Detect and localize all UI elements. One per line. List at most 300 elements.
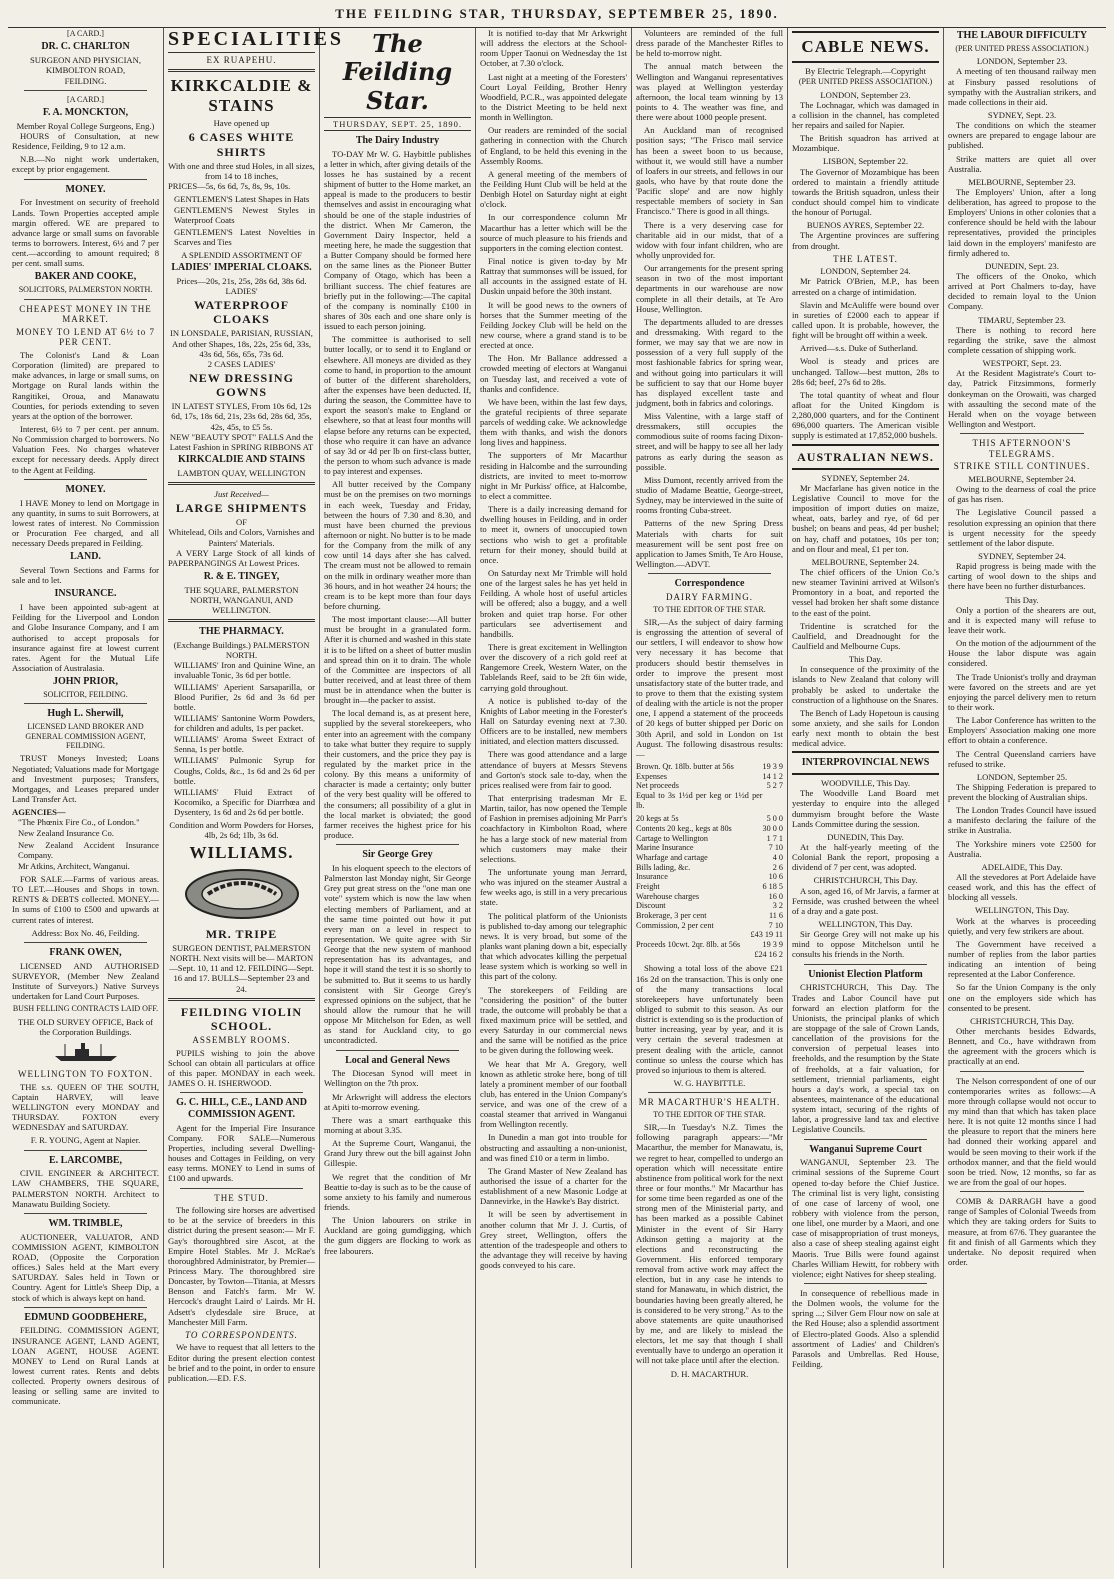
dateline: TIMARU, September 23. xyxy=(978,314,1066,325)
gents-list xyxy=(168,194,315,247)
article-text: We have to request that all letters to the Editor during the present election contest be brief and to the point, in order to ensure publication.—ED. F.S. xyxy=(168,1342,316,1383)
ad-heading: AGENCIES— xyxy=(12,807,66,818)
table-cell: 10 6 xyxy=(768,872,783,882)
news-item: The Governor of Mozambique has been ordered to maintain a friendly attitude towards the British squadron, unless their conduct should compel him to vindicate the honour of Portugal. xyxy=(792,166,939,218)
table-cell: 5 2 7 xyxy=(766,781,783,791)
letter-title: MR MACARTHUR'S HEALTH. xyxy=(638,1097,781,1108)
table-cell: 19 3 9 xyxy=(762,761,783,771)
table-cell xyxy=(636,950,748,960)
table-row xyxy=(636,930,783,940)
card-name: DR. C. CHARLTON xyxy=(41,41,130,53)
ad-line: LADIES' xyxy=(225,285,258,296)
news-item: We regret that the condition of Mr Beattie to-day is such as to be the cause of some anxiety to his family and numerous friends. xyxy=(324,1171,471,1212)
ad-name: THE PHARMACY. xyxy=(199,626,284,638)
divider xyxy=(960,1191,1084,1192)
column-5 xyxy=(632,28,788,1568)
news-item: It is notified to-day that Mr Arkwright will address the electors at the School-room Upper Taonui on Wednesday the 1st October, at 7.30 o'clock. xyxy=(480,28,627,69)
card-moncton xyxy=(12,95,159,175)
table-cell: Insurance xyxy=(636,872,668,882)
ad-name: G. C. HILL, C.E., LAND AND COMMISSION AGENT. xyxy=(176,1097,307,1120)
news-item: Tridentine is scratched for the Caulfield, and Dreadnought for the Caulfield and Melbourne Cups. xyxy=(792,620,939,651)
divider xyxy=(24,90,147,91)
ad-text: COMB & DARRAGH have a good range of Samples of Colonial Tweeds from which they are taking orders for Suits to measure, at from 67/6. They guarantee the fit and finish of all Garments which they undertake. No deposit required when order. xyxy=(948,1196,1096,1267)
table-row xyxy=(636,791,783,810)
ad-line: IN LONSDALE, PARISIAN, RUSSIAN, And other Shapes, 18s, 22s, 25s 6d, 33s, 43s 6d, 56s, 65s, 73s 6d. xyxy=(170,328,313,359)
dateline: BUENOS AYRES, September 22. xyxy=(806,220,925,231)
ad-line: SURGEON DENTIST, PALMERSTON NORTH. Next visits will be— MARTON—Sept. 10, 11 and 12. FEILDING—Sept. 16 and 17. BULLS—September 23 and 24. xyxy=(169,942,314,994)
table-cell: Freight xyxy=(636,882,660,892)
news-item: The British squadron has arrived at Mozambique. xyxy=(792,133,939,154)
ad-name: WM. TRIMBLE, xyxy=(48,1217,123,1229)
news-item: Other merchants besides Edwards, Bennett, and Co., have withdrawn from the agreement with the grocers which is practically at an end. xyxy=(948,1026,1096,1067)
list-item: New Zealand Insurance Co. xyxy=(18,828,114,839)
table-cell: 3 2 xyxy=(772,901,783,911)
news-item: Strike matters are quiet all over Australia. xyxy=(948,153,1096,174)
ad-text: Interest, 6½ to 7 per cent. per annum. No Commission charged to borrowers. No Valuation Fees. No charges whatever except for necessary deeds. Apply direct to the Agent at Feilding. xyxy=(12,424,159,475)
article-paragraph: The committee is authorised to sell butter locally, or to send it to England or elsewhere. All moneys are divided as they come to hand, in proportion to the amount of butter of the different shareholders, after the expenses have been deducted. If, during the season, the Committee have to export the season's make to England or elsewhere, so that at least four months will elapse before any returns can be expected, those who require it can have an advance of say 3d or 4d per lb on first-class butter, the person to whom such advance is made to pay interest and expenses. xyxy=(324,334,472,477)
table-cell: 19 3 9 xyxy=(762,940,783,950)
ad-name: JOHN PRIOR, xyxy=(53,676,118,688)
news-item: In Dunedin a man got into trouble for obstructing and assaulting a non-unionist, and was fined £10 or a term in limbo. xyxy=(480,1132,627,1163)
table-row xyxy=(636,882,783,892)
news-item: Rapid progress is being made with the carting of wool down to the ships and there have been no further disturbances. xyxy=(948,561,1096,592)
ad-heading: MONEY. xyxy=(65,483,106,495)
news-item: The Lochnagar, which was damaged in a collision in the channel, has completed her repairs and sailed for Napier. xyxy=(792,99,939,131)
ad-text: AUCTIONEER, VALUATOR, AND COMMISSION AGENT, KIMBOLTON ROAD, (Opposite the Corporation offices.) Sales held at the Mart every SATURDAY. Sales held in Town or Country. Agent for Little's Sheep Dip, a stock of which is always kept on hand. xyxy=(12,1231,159,1303)
news-item: Only a portion of the shearers are out, and it is expected many will refuse to leave their work. xyxy=(948,604,1096,635)
table-cell: 6 18 5 xyxy=(762,882,783,892)
news-item: Miss Dumont, recently arrived from the studio of Madame Beattie, George-street, Sydney, may be interviewed in the suite of rooms fronting Cuba-street. xyxy=(636,474,783,516)
news-item: Patterns of the new Spring Dress Materials with charts for suit measurement will be sent post free on application to James Smith, Te Aro House, Wellington.—ADVT. xyxy=(636,518,783,570)
news-item: Miss Valentine, with a large staff of dressmakers, still occupies the commodious suite of rooms facing Dixon-street, and will be happy to see all her lady patrons as early during the season as possible. xyxy=(636,411,784,472)
ad-heading: LADIES' IMPERIAL CLOAKS. xyxy=(171,262,312,274)
cable-header xyxy=(792,31,939,63)
ad-name: FEILDING VIOLIN SCHOOL. xyxy=(180,1004,303,1033)
section-heading: THE STUD. xyxy=(214,1192,269,1203)
dateline: LISBON, September 22. xyxy=(823,156,908,167)
column-2 xyxy=(164,28,345,1568)
card-name: F. A. MONCKTON, xyxy=(42,107,129,119)
section-heading: TO CORRESPONDENTS. xyxy=(185,1329,298,1340)
ad-heading: LAND. xyxy=(70,551,101,563)
dateline: This Day. xyxy=(1005,594,1039,605)
news-item: The Trade Unionist's trolly and drayman were favored on the streets and are yet enjoying the parcel delivery men to return to their work. xyxy=(948,671,1096,712)
news-item: It will be seen by advertisement in another column that Mr J. J. Curtis, of Grey street, Wellington, offers the attention of the tradespeople and others to the advantage they will receive by having goods conveyed to his care. xyxy=(480,1209,627,1271)
article-text: The following sire horses are advertised to be at the service of breeders in this district during the present season:— Mr F. Gay's thoroughbred sire Ascot, at the Empire Hotel Stables. Mr J. McRae's thoroughbred Administrator, by Premier—Princess Mary. The thoroughbred sire Doncaster, by Towton—Titania, at Messrs Benson and Fatch's farm. Mr W. Hercock's draught Laird o' Lairds. Mr H. Adsett's clydesdale sire Bruce, at Manchester Mill Farm. xyxy=(168,1205,315,1327)
divider xyxy=(24,703,147,704)
news-item: There is a very deserving case for charitable aid in our midst, that of a widow with four infant children, who are wholly unprovided for. xyxy=(636,219,783,260)
ad-name: MR. TRIPE xyxy=(205,926,278,941)
news-item: The Diocesan Synod will meet in Wellington on the 7th prox. xyxy=(324,1068,471,1089)
section-heading: CABLE NEWS. xyxy=(801,37,930,56)
issue-date: THURSDAY, SEPT. 25, 1890. xyxy=(324,117,471,131)
list-item: GENTLEMEN'S Latest Shapes in Hats xyxy=(174,194,310,205)
table-cell: 7 10 xyxy=(768,843,783,853)
news-item: There is a daily increasing demand for dwelling houses in Feilding, and in order to meet it, owners of unoccupied town sections who wish to get a profitable return for their money, should build at once. xyxy=(480,504,627,565)
news-item: At the half-yearly meeting of the Colonial Bank the report, proposing a dividend of 7 per cent, was adopted. xyxy=(792,842,939,873)
news-item: A son, aged 16, of Mr Jarvis, a farmer at Fernside, was crushed between the wheel of a dray and a gate post. xyxy=(792,885,939,916)
ad-text: LICENSED AND AUTHORISED SURVEYOR, (Member New Zealand Institute of Surveyors.) Native Surveys undertaken for Land Court Purposes. xyxy=(12,960,159,1002)
dateline: CHRISTCHURCH, This Day. xyxy=(970,1015,1074,1026)
table-cell: Expenses xyxy=(636,771,667,781)
table-row xyxy=(636,901,783,911)
letter-text: Showing a total loss of the above £21 16s 2d on the transaction. This is only one of the many transactions local storekeepers have unfortunately been obliged to submit to this season. As our district is extending so is the production of butter increasing, year by year, and it is very certain the several tradesmen at present dealing with the article, cannot continue so unless the course which has proved so injurious to them is altered. xyxy=(636,963,783,1075)
table-row xyxy=(636,843,783,853)
cost-table xyxy=(636,814,783,959)
ad-name: EDMUND GOODBEHERE, xyxy=(24,1311,147,1323)
news-item: So far the Union Company is the only one on the employers side which has consented to be present. xyxy=(948,982,1096,1013)
ad-text: I have been appointed sub-agent at Feilding for the Liverpool and London and Globe Insurance Company, and I am authorised to accept proposals for insurance against fire at lowest current rates. Agent for the Mutual Life Association of Australasia. xyxy=(12,602,159,673)
list-item: WILLIAMS' Aperient Sarsaparilla, or Blood Purifier, 2s 6d and 3s 6d per bottle. xyxy=(174,681,315,712)
ad-line: THE OLD SURVEY OFFICE, Back of the Corporation Buildings. xyxy=(17,1016,154,1037)
dateline: LONDON, September 23. xyxy=(820,89,911,100)
ad-text: A VERY Large Stock of all kinds of PAPERPANGINGS At Lowest Prices. xyxy=(168,547,315,568)
letter-signature: W. G. HAYBITTLE. xyxy=(673,1077,746,1088)
table-cell: Net proceeds xyxy=(636,781,679,791)
news-item: The storekeepers of Feilding are "considering the position" of the butter trade, the outcome will probably be that a fixed maximum price will be settled, and every Saturday in our commercial news and the same will be notified as the price to be given during the following week. xyxy=(480,984,627,1056)
card-label: [A CARD.] xyxy=(67,94,104,104)
news-item: In consequence of the proximity of the islands to New Zealand that colony will probably be asked to undertake the construction of a lighthouse on the Snares. xyxy=(792,664,939,705)
news-item: There is great excitement in Wellington over the discovery of a rich gold reef at Rangemore Creek, Western Water, on the Tablelands Reef, said to be 2ft 6in wide, carrying gold throughout. xyxy=(480,642,627,693)
table-cell: 1 7 1 xyxy=(766,833,783,843)
news-item: The departments alluded to are dresses and dressmaking. With regard to the former, we may say that we are now in possession of a very full supply of the most fashionable fabrics for spring wear, and without going into particulars it will be sufficient to say that our Home buyer has displayed excellent taste and judgment, both in fabrics and colorings. xyxy=(636,316,783,408)
news-item: We have been, within the last few days, the grateful recipients of three separate parcels of wedding cake. We acknowledge them with thanks, and wish the donors long lives and happiness. xyxy=(480,396,627,448)
ad-banner: SPECIALITIES xyxy=(168,28,315,53)
table-cell: 11 6 xyxy=(768,911,783,921)
divider xyxy=(648,573,771,574)
wire-source: (PER UNITED PRESS ASSOCIATION.) xyxy=(955,43,1089,53)
table-row xyxy=(636,824,783,834)
table-cell: 2 6 xyxy=(772,862,783,872)
letter-salutation: TO THE EDITOR OF THE STAR. xyxy=(653,604,766,614)
divider xyxy=(24,942,147,943)
letter-text: SIR,—As the subject of dairy farming is engrossing the attention of several of our settlers, I will endeavor to show how very necessary it has become that producers should bestir themselves in order to improve the present most unsatisfactory state of the butter trade, and to prove to them that the existing system of dealing with the article is not the proper one, I append a statement of the proceeds of 20 kegs of butter shipped per Doric on 30th April, and sold in London on 1st August. The following disastrous results:— xyxy=(636,617,783,759)
steamer-icon xyxy=(12,1041,159,1065)
divider xyxy=(180,1188,303,1189)
article-heading: Wanganui Supreme Court xyxy=(809,1143,922,1155)
table-row xyxy=(636,762,783,772)
ad-line: A SPLENDID ASSORTMENT OF xyxy=(181,249,302,260)
wire-credit: By Electric Telegraph.—Copyright xyxy=(805,66,926,77)
divider xyxy=(168,482,315,485)
dateline: LONDON, September 23. xyxy=(976,56,1068,67)
ad-text: CIVIL ENGINEER & ARCHITECT. LAW CHAMBERS, THE SQUARE, PALMERSTON NORTH. Architect to Manawatu Building Society. xyxy=(12,1168,159,1209)
news-item: It will be good news to the owners of horses that the Summer meeting of the Feilding Jockey Club will be held on the new course, where a grand stand is to be erected at once. xyxy=(480,299,627,351)
news-item: The Shipping Federation is prepared to prevent the blocking of Australian ships. xyxy=(948,781,1096,803)
column-6 xyxy=(788,28,944,1568)
dateline: DUNEDIN, Sept. 23. xyxy=(985,260,1059,271)
dateline: MELBOURNE, September 23. xyxy=(968,176,1076,187)
ad-heading: WELLINGTON TO FOXTON. xyxy=(17,1069,154,1080)
card-charlton xyxy=(12,29,159,86)
ad-text: FOR SALE.—Farms of various areas. TO LET.—Houses and Shops in town. RENTS & DEBTS collected. MONEY.—In sums of £100 to £500 and upwards at current rates of interest. xyxy=(12,873,159,925)
ad-line: Whitelead, Oils and Colors, Varnishes and Painters' Materials. xyxy=(168,527,315,548)
divider xyxy=(336,1050,459,1051)
table-row xyxy=(636,834,783,844)
news-item: The Government have received a number of replies from the labor parties indicating an intention of being represented at the Labor Conference. xyxy=(948,938,1096,980)
table-cell: 7 10 xyxy=(768,920,783,930)
article-paragraph: The most important clause:—All butter must be brought in a granulated form. After it is churned and washed in this state it is to be lifted on a sheet of butter muslin and spread thin on it to drain. The whole of the Committee are inspectors of all butter received, and at least three of them must be in attendance when the butter is brought in—the packer to assist. xyxy=(324,614,471,706)
article-paragraph: In his eloquent speech to the electors of Palmerston last Monday night, Sir George Grey put great stress on the "one man one vote" system which is now the law when electing members of Parliament, and at the same time pointed out how it put every man on a level in respect to representation. We quite agree with Sir George that the new system of manhood representation has its advantages, and hope it will stand the test it is so shortly to be submitted to. But it seems to us hardly consistent with Sir George Grey's expressed opinions on the subject, that he should allow the rumour that he will oppose Mr Mitchelson for Eden, as well as stand for Auckland city, to go uncontradicted. xyxy=(324,862,471,1046)
article-heading: Unionist Election Platform xyxy=(808,968,923,980)
account-table xyxy=(636,762,783,810)
news-item: A meeting of ten thousand railway men at Finsbury passed resolutions of sympathy with the Australian strikers, and made collections in their aid. xyxy=(948,66,1096,107)
table-row xyxy=(636,863,783,873)
news-item: Last night at a meeting of the Foresters' Court Loyal Feilding, Brother Henry Woodfield, P.C.R., was appointed delegate to the District Meeting to be held next month in Wellington. xyxy=(480,71,627,123)
table-row xyxy=(636,940,783,950)
agencies-list xyxy=(12,817,159,871)
dateline: DUNEDIN, This Day. xyxy=(827,831,904,842)
dateline: MELBOURNE, September 24. xyxy=(811,556,920,567)
divider xyxy=(960,433,1084,434)
article-paragraph: TO-DAY Mr W. G. Haybittle publishes a letter in which, after giving details of the losses he has sustained by a recent shipment of butter to the Home market, an appeal is made to the producers to bestir themselves and assist in encouraging what should be one of the staple industries of the district. When Mr Cameron, the Government Dairy Inspector, held a meeting here, he made the suggestion that a Butter Company should be formed here on the same lines as the Pioneer Butter Company of Otago, which has been a brilliant success. The chief features are briefly put in the following:—The capital of the company is nominally £100 in shares of 30s each and one share only is issued to each person joining. xyxy=(324,148,471,332)
table-row xyxy=(636,781,783,791)
ad-text: Several Town Sections and Farms for sale and to let. xyxy=(12,565,159,586)
ad-text: PRICES—5s, 6s 6d, 7s, 8s, 9s, 10s. xyxy=(168,181,291,192)
column-4 xyxy=(476,28,632,1568)
letter-title: DAIRY FARMING. xyxy=(665,591,753,602)
dateline: ADELAIDE, This Day. xyxy=(981,861,1063,872)
divider xyxy=(804,964,927,965)
news-item: That enterprising tradesman Mr E. Martin, tailor, has now opened the Temple of Fashion in premises adjoining Mr Parr's coachfactory in Kimbolton Road, where he has a large stock of new material from which customers may make their selections. xyxy=(480,792,627,864)
news-item: The unfortunate young man Jerrard, who was injured on the steamer Austral a few weeks ago, is still in a very precarious state. xyxy=(480,866,627,908)
news-item: There is nothing to record here regarding the strike, save the almost complete cessation of shipping work. xyxy=(948,324,1096,356)
section-heading: INTERPROVINCIAL NEWS xyxy=(801,757,930,769)
column-3 xyxy=(320,28,476,1568)
news-item: A general meeting of the members of the Feilding Hunt Club will be held at the Denbigh Hotel on Saturday night at eight o'clock. xyxy=(480,168,627,210)
list-item: WILLIAMS' Aroma Sweet Extract of Senna, 1s per bottle. xyxy=(174,734,315,755)
news-item: Mr Macfarlane has given notice in the Legislative Council to move for the imposition of import duties on maize, wheat, oats, barley and rye, of 6d per bushel; on beans and peas, 4d per bushel; on hay, chaff and potatoes, 10s per ton; and on flour and meal, £1 per ton. xyxy=(792,482,939,554)
news-item: The London Trades Council have issued a manifesto declaring the failure of the strike in Australia. xyxy=(948,805,1096,836)
table-cell: Commission, 2 per cent xyxy=(636,920,714,930)
card-line: SURGEON AND PHYSICIAN, xyxy=(29,55,141,66)
ad-text: FEILDING. COMMISSION AGENT, INSURANCE AGENT, LAND AGENT, LOAN AGENT, HOUSE AGENT. MONEY to Lend on Rural Lands at lowest current rates. Rents and debts collected. Property owners desirous of leasing or selling same are invited to communicate. xyxy=(12,1325,159,1407)
list-item: New Zealand Accident Insurance Company. xyxy=(18,839,159,860)
dateline: WELLINGTON, This Day. xyxy=(974,905,1070,916)
news-item: On Saturday next Mr Trimble will hold one of the largest sales he has yet held in Feilding. A whole host of useful articles will be offered; also a buggy, and a well broken and quiet trap horse. For other particulars see advertisement and handbills. xyxy=(480,568,627,639)
divider xyxy=(24,1150,147,1151)
table-row xyxy=(636,853,783,863)
news-item: The Labor Conference has written to the Employers' Association making one more effort to obtain a conference. xyxy=(948,715,1096,746)
news-item: The annual match between the Wellington and Wanganui representatives was played at Wellington yesterday afternoon, the local team winning by 13 points to 4. The weather was fine, and there were about 1000 people present. xyxy=(636,61,783,123)
list-item: WILLIAMS' Pulmonic Syrup for Coughs, Colds, &c., 1s 6d and 2s 6d per bottle. xyxy=(174,755,315,786)
ad-text: For Investment on security of freehold Lands. Town Properties accepted ample margin offered. WE are prepared to advance large or small sums on favorable terms to borrowers. Interest, 6½ and 7 per cent.—according to amount required; 8 per cent. small sums. xyxy=(12,197,159,269)
ad-line: Condition and Worm Powders for Horses, 4lb, 2s 6d; 1lb, 3s 6d. xyxy=(169,820,314,841)
table-cell: 5 0 0 xyxy=(766,814,783,824)
news-item: The chief officers of the Union Co.'s new steamer Tavinini arrived at Wilson's Promontory in a boat, and reported the vessel had broken her shaft some distance to the east of the point. xyxy=(792,567,939,618)
news-item: Wool is steady and prices are unchanged. Tallow—best mutton, 28s to 28s 6d; beef, 27s 6d to 28s. xyxy=(792,356,939,387)
dateline: WESTPORT, Sept. 23. xyxy=(982,358,1062,369)
section-heading: THIS AFTERNOON'S TELEGRAMS. xyxy=(972,438,1072,459)
news-item: The Yorkshire miners vote £2500 for Australia. xyxy=(948,838,1096,859)
divider xyxy=(24,299,147,300)
ad-text: PUPILS wishing to join the above School can obtain all particulars at office of this paper. MONDAY in each week. JAMES O. H. ISHERWOOD. xyxy=(168,1047,315,1088)
news-item: There was good attendance and a large attendance of buyers at Messrs Stevens and Gorton's stock sale to-day, when the prices realised were from fair to good. xyxy=(480,749,627,790)
section-heading: AUSTRALIAN NEWS. xyxy=(797,449,934,464)
ad-address: Address: Box No. 46, Feilding. xyxy=(31,927,140,938)
table-cell: Equal to 3s 1½d per keg or 1½d per lb. xyxy=(636,791,763,810)
ad-sub: SOLICITOR, FEILDING. xyxy=(43,689,128,699)
ad-name: FRANK OWEN, xyxy=(49,946,122,958)
ad-name: KIRKCALDIE AND STAINS xyxy=(177,453,306,465)
ad-line: Prices—20s, 21s, 25s, 28s 6d, 38s 6d. xyxy=(176,275,307,286)
news-item: Mr Arkwright will address the electors at Apiti to-morrow evening. xyxy=(324,1091,471,1112)
article-text: The Nelson correspondent of one of our contemporaries writes as follows:—A more through collapse would not occur to my mind than that which has taken place here. It is not quite 12 months since I had the pleasure to report that the miners here had donned their working apparel and would be seen moving to their work if the orthodox manner, and that the field would soon be tried. Now, 12 months, so far as we are from the goal of our hopes. xyxy=(948,1075,1096,1187)
ad-line: Have opened up xyxy=(213,118,270,129)
news-item: The Employers' Union, after a long deliberation, has agreed to propose to the Employers' Unions in other colonies that a conference should be held with the labour representatives, provided the principles laid down in the employers' manifesto are firmly adhered to. xyxy=(948,186,1096,258)
article-paragraph: All butter received by the Company must be on the premises on two mornings in each week, Tuesday and Friday, between the hours of 7.30 and 8.30, and must have been churned the previous afternoon or night. No butter is to be made for the Company from the milk of any cow until 14 days after she has calved. The cream must not be allowed to remain on the milk in ordinary weather more than 36 hours, and in hot weather 24 hours; the cream is to be kept more than four days before churning. xyxy=(324,479,471,611)
ad-line: 2 CASES LADIES' xyxy=(207,358,276,369)
table-cell: Proceeds 10cwt. 2qr. 8lb. at 56s xyxy=(636,940,741,950)
table-row xyxy=(636,950,783,960)
article-heading: Sir George Grey xyxy=(362,849,433,861)
list-item: WILLIAMS' Iron and Quinine Wine, an invaluable Tonic, 3s 6d per bottle. xyxy=(174,660,315,681)
table-cell: Bills lading, &c. xyxy=(636,862,691,872)
news-item: An Auckland man of recognised position says; "The Frisco mail service has been a sweet boon to us because, without it, we would still have a number of loafers in our streets, and fellows in our gaols, who have by that route done the 'Pacific slope' and are now highly respectable members of society in San Francisco." There is good in all things. xyxy=(636,125,783,217)
news-item: The officers of the Onoko, which arrived at Port Chalmers to-day, have decided to remain loyal to the Union Company. xyxy=(948,271,1096,312)
news-item: A notice is published to-day of the Knights of Labor meeting in the Forester's Hall on Saturday evening next at 7.30. Officers are to be installed, new members initiated, and election matters discussed. xyxy=(480,695,627,747)
news-item: Arrived—s.s. Duke of Sutherland. xyxy=(800,343,918,354)
divider xyxy=(24,1307,147,1308)
table-cell: Marine Insurance xyxy=(636,843,694,853)
dateline: MELBOURNE, September 24. xyxy=(968,473,1076,484)
ad-sub: LICENSED LAND BROKER AND GENERAL COMMISSION AGENT, FEILDING. xyxy=(25,722,146,750)
ad-text: TRUST Moneys Invested; Loans Negotiated; Valuations made for Mortgage and Investment purposes; Transfers, Mortgages, and Leases prepared under Land Transfer Act. xyxy=(12,753,159,804)
dateline: LONDON, September 25. xyxy=(976,771,1068,782)
table-cell: Brokerage, 3 per cent xyxy=(636,911,707,921)
article-heading: Local and General News xyxy=(345,1054,450,1066)
article-text: CHRISTCHURCH, This Day. The Trades and Labor Council have put forward an election platform for the Unionists, the principal planks of which are stoppage of the sale of Crown Lands, cancellation of the provisions for the conversion of perpetual leases into freeholds, and the resumption by the State of freeholds, at a fair valuation, for settlement, triennial parliaments, eight hours a day's work, a special tax on absentees, maintenance of the educational system intact, securing of the rights of labor, a progressive land tax and elective Legislative Councils. xyxy=(792,982,939,1135)
column-1 xyxy=(8,28,164,1568)
ad-line: THE SQUARE, PALMERSTON NORTH, WANGANUI, AND WELLINGTON. xyxy=(184,584,299,615)
ad-line: LAMBTON QUAY, WELLINGTON xyxy=(177,467,306,478)
ad-text: In consequence of rebellious made in the Dolmen wools, the volume for the spring ...; Silver Gem Flour now on sale at the Red House; also a splendid assortment of Electro-plated Goods. Also a splendid assortment of Ladies' and Children's Parasols and Umbrellas. Red House, Feilding. xyxy=(792,1287,939,1369)
news-item: The Woodville Land Board met yesterday to enquire into the alleged dummyism brought before the Waste Lands Committee during the session. xyxy=(792,788,939,829)
ad-line: F. R. YOUNG, Agent at Napier. xyxy=(30,1135,141,1146)
news-item: The Bench of Lady Hopetoun is causing some anxiety, and she sails for London early next month to obtain the best medical advice. xyxy=(792,707,939,749)
divider xyxy=(168,69,315,72)
aus-header xyxy=(792,444,939,470)
dateline: SYDNEY, Sept. 23. xyxy=(987,109,1057,120)
news-item: The Legislative Council passed a resolution expressing an opinion that there is urgent necessity for the speedy settlement of the labor dispute. xyxy=(948,507,1096,548)
ad-heading: WATERPROOF CLOAKS xyxy=(193,298,290,327)
news-item: Final notice is given to-day by Mr Rattray that summonses will be issued, for all accounts in the assigned estate of H. Duskin unpaid before the 30th instant. xyxy=(480,255,627,297)
ad-text: Agent for the Imperial Fire Insurance Company. FOR SALE—Numerous Properties, including several Dwelling-houses and Cottages in Feilding, on very easy terms. MONEY to Lend in sums of £100 and upwards. xyxy=(168,1122,315,1184)
divider xyxy=(648,1092,771,1093)
ad-heading: CHEAPEST MONEY IN THE MARKET. xyxy=(19,303,152,325)
ad-name: BAKER AND COOKE, xyxy=(34,271,137,283)
ad-heading: LARGE SHIPMENTS xyxy=(175,501,308,516)
ad-line: OF xyxy=(236,517,247,528)
ad-sub: SOLICITORS, PALMERSTON NORTH. xyxy=(18,285,153,295)
table-cell: 4 0 xyxy=(772,853,783,863)
ad-line: (Exchange Buildings.) PALMERSTON NORTH. xyxy=(173,639,310,661)
news-item: Sir George Grey will not make up his mind to oppose Mitchelson until he consults his friends in the North. xyxy=(792,929,939,960)
divider xyxy=(168,998,315,1001)
news-item: All the stevedores at Port Adelaide have ceased work, and this has the effect of blocking all vessels. xyxy=(948,872,1096,903)
table-cell: 16 0 xyxy=(768,891,783,901)
section-subheading: STRIKE STILL CONTINUES. xyxy=(953,461,1091,472)
table-cell: Cartage to Wellington xyxy=(636,833,708,843)
news-item: In our correspondence column Mr Macarthur has a letter which will be the source of much pleasure to his friends and supporters in the coming election contest. xyxy=(480,212,627,253)
dental-plate-icon xyxy=(168,867,315,923)
divider xyxy=(804,1283,927,1284)
news-item: Volunteers are reminded of the full dress parade of the Manchester Rifles to be held to-morrow night. xyxy=(636,28,783,59)
divider xyxy=(24,479,147,480)
dateline: WOODVILLE, This Day. xyxy=(820,778,911,789)
news-item: The Grand Master of New Zealand has authorised the issue of a charter for the establishment of a new Masonic Lodge at Dannevirke, in the Hawke's Bay district. xyxy=(480,1165,627,1207)
divider xyxy=(24,1213,147,1214)
list-item: WILLIAMS' Santonine Worm Powders, for children and adults, 1s per packet. xyxy=(174,712,315,734)
wire-source: (PER UNITED PRESS ASSOCIATION.) xyxy=(798,77,933,87)
table-cell: £43 19 11 xyxy=(750,930,783,940)
section-heading: Correspondence xyxy=(674,578,745,590)
card-line: KIMBOLTON ROAD, xyxy=(45,65,126,76)
table-cell xyxy=(636,930,748,940)
article-paragraph: The local demand is, as at present here, supplied by the several storekeepers, who enter into an agreement with the company to take what butter they require to supply their customers, and the price they pay is regulated by the market price in the colony. By this means a uniformity of character is made a certainty; only butter of the very best quality will be offered to the consumers; all possibility of a glut in the local market is obviated; the good farmer receives the highest price for his produce. xyxy=(324,708,471,841)
article-heading: The Dairy Industry xyxy=(355,134,440,146)
divider xyxy=(24,179,147,180)
table-cell: Wharfage and cartage xyxy=(636,853,708,863)
ad-sub: EX RUAPEHU. xyxy=(206,54,277,65)
ad-heading: MONEY TO LEND AT 6½ to 7 PER CENT. xyxy=(16,326,155,348)
table-cell xyxy=(763,791,783,810)
ad-line: With one and three stud Holes, in all sizes, from 14 to 18 inches, xyxy=(168,160,315,181)
news-item: Slavin and McAuliffe were bound over in sureties of £2000 each to appear if called upon. It is probable, however, the fight will be brought off within a week. xyxy=(792,299,939,341)
divider xyxy=(960,1071,1084,1072)
letter-text: SIR,—In Tuesday's N.Z. Times the following paragraph appears:—"Mr Macarthur, the member for Manawatu, is, we regret to hear, compelled to undergo an operation which will necessitate entire abstinence from political work for the next three or four months." Mr Macarthur has for some time been regarded as one of the strong men of the Ministerial party, and has been marked as a possible Cabinet Minister in the event of Sir Harry Atkinson getting a majority at the elections and reconstructing the Government. His enforced temporary removal from active work may affect the election, but in any case he intends to stand for Manawatu, in which district, the boundaries having been greatly altered, he is considered to be very strong." As to the above statements are quite unauthorised by me, and are likely to mislead the electors, let me say that though I shall eventually have to undergo an operation it will not take place until after the election. xyxy=(636,1122,784,1366)
table-row xyxy=(636,921,783,931)
columns xyxy=(8,28,1106,1568)
ad-sub: BUSH FELLING CONTRACTS LAID OFF. xyxy=(12,1004,159,1014)
table-cell: 30 0 0 xyxy=(762,824,783,834)
ad-line: NEW "BEAUTY SPOT" FALLS And the Latest Fashion in SPRING RIBBONS AT xyxy=(169,431,314,452)
section-heading: THE LATEST. xyxy=(833,253,898,264)
divider xyxy=(168,619,315,622)
ad-text: THE s.s. QUEEN OF THE SOUTH, Captain HARVEY, will leave WELLINGTON every MONDAY and THURSDAY. FOXTON every WEDNESDAY and SATURDAY. xyxy=(12,1081,159,1133)
news-item: The political platform of the Unionists is published to-day among our telegraphic news. It is very broad, but some of the planks want planing down a bit, especially that which advocates killing the perpetual lease system which is working so well in this part of the colony. xyxy=(480,910,627,982)
news-item: Owing to the dearness of coal the price of gas has risen. xyxy=(948,484,1096,505)
news-item: The Argentine provinces are suffering from drought. xyxy=(792,230,939,251)
news-item: The total quantity of wheat and flour afloat for the United Kingdom is 2,280,000 quarters, and for the Continent 696,000 quarters. The American visible supply is estimated at 17,852,000 bushels. xyxy=(792,389,939,441)
card-line: Member Royal College Surgeons, Eng.) xyxy=(16,120,155,131)
news-item: The supporters of Mr Macarthur residing in Halcombe and the surrounding districts, are invited to meet to-morrow night in Mr Purkiss' office, at Halcombe, to elect a committee. xyxy=(480,450,627,502)
news-item: On the motion of the adjournment of the House the labor dispute was again considered. xyxy=(948,638,1096,669)
list-item: "The Phœnix Fire Co., of London." xyxy=(18,817,140,828)
card-line: FEILDING. xyxy=(64,75,107,86)
table-cell: Discount xyxy=(636,901,666,911)
news-item: The Union labourers on strike in Auckland are going gumdigging, which the gum diggers are flocking to work as free labourers. xyxy=(324,1215,471,1256)
ad-name: R. & E. TINGEY, xyxy=(203,570,280,582)
table-row xyxy=(636,911,783,921)
table-cell: Warehouse charges xyxy=(636,891,700,901)
dateline: SYDNEY, September 24. xyxy=(978,550,1066,561)
dateline: SYDNEY, September 24. xyxy=(821,472,910,483)
ad-line: Just Received— xyxy=(214,488,269,499)
letter-signature: D. H. MACARTHUR. xyxy=(670,1368,749,1379)
ad-text: I HAVE Money to lend on Mortgage in any quantity, in sums to suit Borrowers, at lowest rates of interest. No Commission or Procuration Fee charged, and all necessary Deeds prepared in Feilding. xyxy=(12,497,159,549)
news-item: Mr Patrick O'Brien, M.P., has been arrested on a charge of intimidation. xyxy=(792,276,939,297)
divider xyxy=(804,1139,927,1140)
dateline: This Day. xyxy=(848,654,883,665)
table-cell: 14 1 2 xyxy=(762,771,783,781)
table-row xyxy=(636,772,783,782)
news-item: Work at the wharves is proceeding quietly, and very few strikers are about. xyxy=(948,915,1096,936)
williams-list xyxy=(168,660,315,817)
news-item: The Central Queensland carriers have refused to strike. xyxy=(948,748,1096,769)
news-item: We hear that Mr A. Gregory, well known as athletic stroke here, bong of till lately a prominent member of our football club, has entered in the Union Company's service, and was one of the crew of a coastal steamer that arrived in Wanganui from Wellington recently. xyxy=(480,1058,627,1130)
news-item: The conditions on which the steamer owners are prepared to engage labour are published. xyxy=(948,120,1096,151)
